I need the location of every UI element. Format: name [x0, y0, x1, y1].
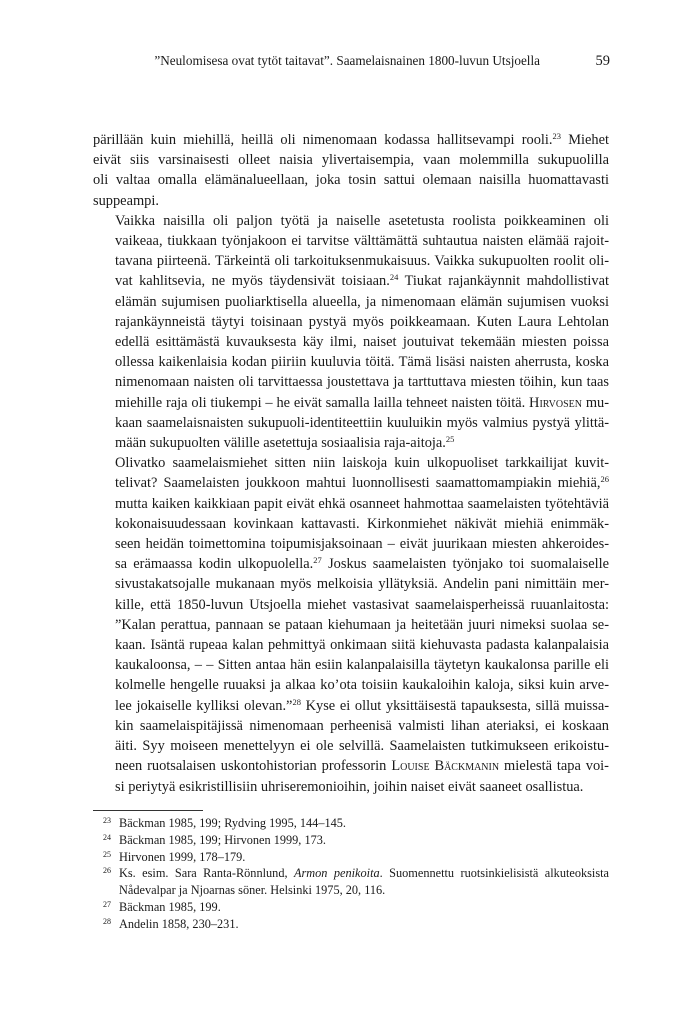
footnote-line: Nådevalpar ja Njoarnas söner. Helsinki 1975, 20, 116. [119, 883, 386, 898]
footnote [93, 865, 609, 899]
text-line: Vaikka naisilla oli paljon työtä ja naiselle asetetusta roolista poikkeaminen oli [115, 212, 609, 229]
footnote [93, 815, 609, 832]
footnote [93, 832, 609, 849]
text-line: vat kahlitsevia, ne myös täydensivät toisiaan.$^{24}$ Tiukat rajankäynnit mahdollistivat [115, 272, 609, 290]
italic-title: Armon penikoita [293, 866, 380, 881]
footnote-line: Bäckman 1985, 199; Hirvonen 1999, 173. [119, 832, 326, 847]
text-line: mutta kaiken kaikkiaan papit eivät ehkä osanneet hahmottaa saamelaisten työtehtäviä [115, 495, 609, 512]
text-line: eivät siis varsinaisesti olleet naisia ylivertaisempia, vaan molemmilla sukupuolilla [93, 152, 609, 169]
footnote-number: 26 [103, 866, 111, 876]
text-line: elämän sujumisen puoliarktisella alueella, ja nimenomaan elämän sujumisen vuoksi [115, 293, 609, 310]
text-line: kaan saamelaisnaisten sukupuoli-identiteettiin kuuluikin myös valmius pystyä ylittä- [115, 414, 609, 431]
text-line: äiti. Syy moiseen menettelyyn ei ole selvillä. Saamelaisten tutkimukseen erikoistu- [115, 738, 609, 755]
text-line: ollessa kaikenlaisia kodan piiriin kuuluvia töitä. Tämä lisäsi naisten aherrusta, koska [115, 354, 609, 371]
text-line: kolmelle hengelle ruuaksi ja alkaa ko’ota toisiin kaukaloihin kaloja, siksi kuin arve- [115, 677, 609, 694]
small-caps-name: Louise Bäckmanin [391, 758, 500, 775]
body-text [93, 130, 609, 797]
text-line: kokonaisuudessaan kovinkaan kattavasti. Kirkonmiehet näkivät miehiä enimmäk- [115, 515, 609, 532]
text-line: telivat? Saamelaisten joukkoon mahtui luonnollisesti saamattomampiakin miehiä,$^{26}$ [115, 474, 609, 492]
footnote-ref: 26 [600, 474, 609, 485]
text-line: mään sukupuolten välille asetettuja sosiaalisia raja-aitoja.$^{25}$ [115, 434, 455, 452]
footnote-ref: 28 [292, 696, 301, 707]
text-line: sa erämaassa kodin ulkopuolella.$^{27}$ Joskus saamelaisten työnjako toi suomalaiselle [115, 555, 609, 573]
text-line: ”Kalan perattua, pannaan se pataan kiehumaan ja heitetään juuri nimeksi suolaa se- [115, 616, 609, 633]
text-line: kaan. Isäntä rupeaa kalan pehmittyä onkimaan siitä kiehuvasta padasta kalanpalaisia [115, 637, 609, 654]
footnote-ref: 24 [389, 272, 399, 283]
footnote-number: 27 [103, 899, 111, 909]
footnote-line: Ks. esim. Sara Ranta-Rönnlund, Armon penikoita. Suomennettu ruotsinkielisistä alkuteoksista [119, 866, 610, 881]
footnote-line: Bäckman 1985, 199. [119, 899, 221, 914]
footnote-number: 24 [103, 832, 111, 842]
text-line: rajankäynneistä täytyi toisinaan pystyä myös poikkeamaan. Kuten Laura Lehtolan [115, 313, 609, 330]
footnote-number: 25 [103, 849, 111, 859]
running-title: ”Neulomisesa ovat tytöt taitavat”. Saamelaisnainen 1800-luvun Utsjoella [154, 53, 540, 68]
paragraph [93, 130, 609, 211]
text-line: kaukaloonsa, – – Sitten antaa hän esiin kalanpalaisilla täytetyn kaukalonsa parille eli [115, 657, 609, 674]
text-line: tavana piirteenä. Tärkeintä oli tarkoituksenmukaisuus. Vaikka sukupuolten roolit oli- [115, 253, 609, 270]
footnote-number: 23 [103, 816, 111, 825]
paragraph [93, 453, 609, 796]
footnote-line: Bäckman 1985, 199; Rydving 1995, 144–145. [119, 816, 346, 830]
footnote-line: Hirvonen 1999, 178–179. [119, 849, 246, 864]
page-number: 59 [595, 53, 610, 69]
text-line: miehille raja oli tiukempi – he eivät samalla lailla tehneet naisten töitä. Hirvosen mu- [115, 394, 609, 411]
footnote-line: Andelin 1858, 230–231. [119, 916, 239, 931]
small-caps-name: Hirvosen [529, 394, 582, 411]
text-line: oli valtaa omalla elämänalueellaan, joka tosin sattui olemaan naisilla huomattavasti [93, 172, 609, 189]
text-line: lee jokaiselle kylliksi olevan.”$^{28}$ Kyse ei ollut yksittäisestä tapauksesta, sillä muissa- [115, 696, 609, 714]
footnote-separator [93, 810, 203, 811]
text-line: sivustakatsojalle mukanaan myös melkoisia yllätyksiä. Andelin pani nimittäin mer- [115, 576, 609, 593]
footnote [93, 849, 609, 866]
footnote [93, 899, 609, 916]
footnotes [93, 815, 609, 933]
footnote-ref: 23 [552, 131, 562, 141]
text-line: pärillään kuin miehillä, heillä oli nimenomaan kodassa hallitsevampi rooli.$^{23}$ Miehet [93, 131, 609, 148]
text-line: kin saamelaispitäjissä nimenomaan perheenisä valmisti lihan ateriaksi, ei koskaan [115, 717, 609, 734]
text-line: si periytyä esikristillisiin uhriseremonioihin, joihin naiset eivät saaneet osallistua. [115, 778, 584, 795]
text-line: vaikeaa, tiukkaan työnjakoon ei tarvitse välttämättä suhtautua naisten elämää rajoit- [115, 233, 609, 250]
footnote [93, 916, 609, 933]
text-line: seen heidän toimettomina toipumisjaksoinaan – eivät juurikaan miesten ahkeroides- [115, 536, 609, 553]
footnote-ref: 27 [313, 555, 322, 566]
text-line: Olivatko saamelaismiehet sitten niin laiskoja kuin ulkopuoliset tarkkailijat kuvit- [115, 455, 609, 472]
text-line: neen ruotsalaisen uskontohistorian professorin Louise Bäckmanin mielestä tapa voi- [115, 758, 609, 775]
text-line: kille, että 1850-luvun Utsjoella miehet vastasivat saamelaisperheissä ruuanlaitosta: [115, 596, 609, 613]
text-line: suppeampi. [93, 192, 159, 209]
paragraph [93, 211, 609, 453]
text-line: nimenomaan naisten oli tarvittaessa joustettava ja tarttuttava miesten töihin, kun taas [115, 374, 609, 391]
footnote-number: 28 [103, 916, 111, 926]
footnote-ref: 25 [445, 434, 455, 445]
text-line: edellä esittämästä kuvauksesta käy ilmi, naiset joutuivat tekemään miesten poissa [115, 334, 609, 351]
